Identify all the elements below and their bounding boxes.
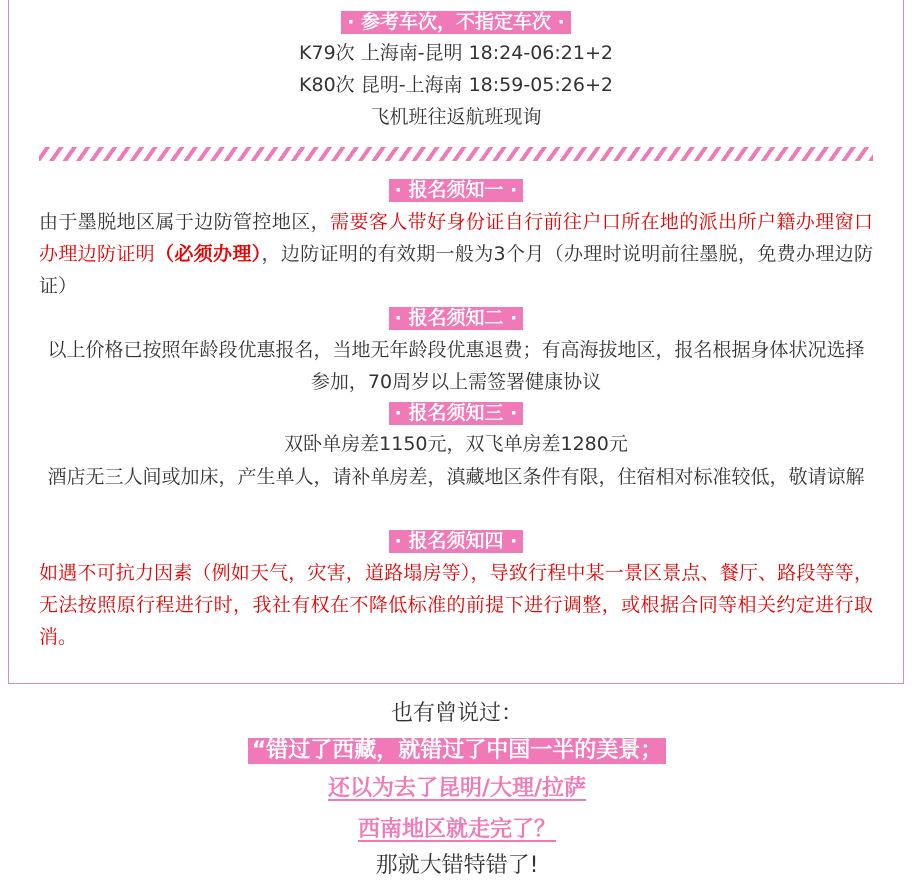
notice1-text-b: ，边防证明的有效期一般为3个月（办理时说明前往墨脱，免费办理边防证） <box>39 243 873 297</box>
saying-intro: 也有曾说过： <box>390 701 523 726</box>
highlight-line-2 <box>0 815 914 845</box>
notice1-text-red: 需要客人带好身份证自行前往户口所在地的派出所户籍办理窗口办理边防证明 <box>39 211 873 265</box>
heading-label: · 参考车次，不指定车次 · <box>341 11 571 34</box>
heading-label: · 报名须知四 · <box>389 530 524 553</box>
notice3-text: 酒店无三人间或加床，产生单人，请补单房差，滇藏地区条件有限，住宿相对标准较低，敬请谅解 <box>47 466 865 488</box>
flight-note: 飞机班往返航班现询 <box>370 106 542 128</box>
notice1-text-red-bold: （必须办理） <box>155 243 262 265</box>
quote-line <box>0 736 914 766</box>
highlight-text-2: 西南地区就走完了？ <box>357 817 556 842</box>
notice4-heading <box>9 530 903 553</box>
heading-label: · 报名须知一 · <box>389 179 524 202</box>
notice3-heading <box>9 402 903 425</box>
notice1-heading <box>9 179 903 202</box>
notice-panel <box>8 0 904 684</box>
ref-trains-heading <box>9 11 903 34</box>
notice1-text-a: 由于墨脱地区属于边防管控地区， <box>39 211 331 233</box>
notice4-text: 如遇不可抗力因素（例如天气，灾害，道路塌房等），导致行程中某一景区景点、餐厅、路段等等，无法按照原行程进行时，我社有权在不降低标准的前提下进行调整，或根据合同等相关约定进行取消。 <box>39 562 873 648</box>
single-room-supplement: 双卧单房差1150元，双飞单房差1280元 <box>284 433 628 455</box>
train-line-k80: K80次 昆明-上海南 18:59-05:26+2 <box>299 74 613 96</box>
notice2-heading <box>9 307 903 330</box>
closing-line: 那就大错特错了! <box>375 853 539 878</box>
notice2-text: 以上价格已按照年龄段优惠报名，当地无年龄段优惠退费；有高海拔地区，报名根据身体状况选择参加，70周岁以上需签署健康协议 <box>47 339 865 393</box>
highlight-line-1 <box>0 774 914 804</box>
notice1-text <box>39 206 873 302</box>
quote-text: “错过了西藏，就错过了中国一半的美景； <box>248 738 666 764</box>
heading-label: · 报名须知二 · <box>389 307 524 330</box>
highlight-text-1: 还以为去了昆明/大理/拉萨 <box>327 776 587 801</box>
striped-divider <box>39 147 873 161</box>
train-line-k79: K79次 上海南-昆明 18:24-06:21+2 <box>299 42 613 64</box>
heading-label: · 报名须知三 · <box>389 402 524 425</box>
